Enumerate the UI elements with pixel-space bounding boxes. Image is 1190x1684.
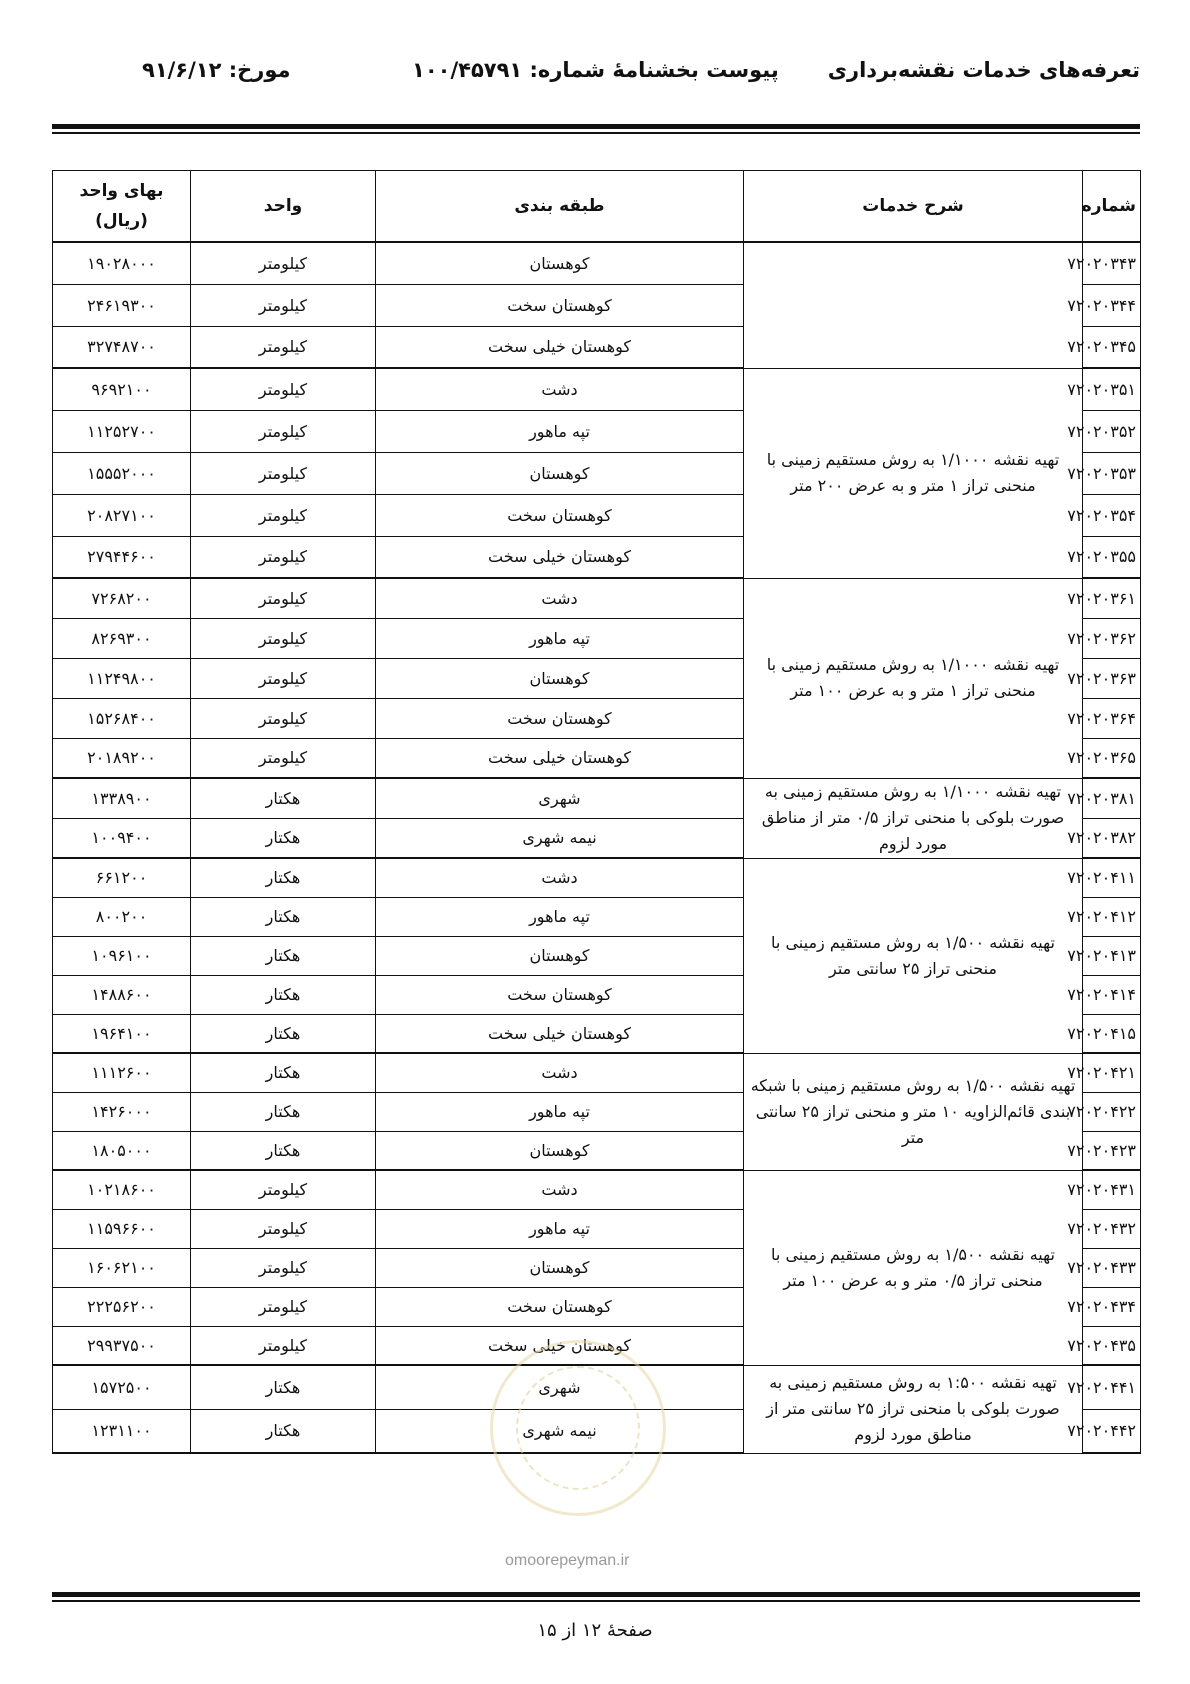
cell-description: تهیه نقشه ۱/۵۰۰ به روش مستقیم زمینی با منحنی تراز ۲۵ سانتی متر — [744, 858, 1083, 1053]
cell-category: تپه ماهور — [376, 410, 744, 452]
cell-unit: کیلومتر — [191, 1248, 376, 1287]
cell-unit-price: ۱۰۰۹۴۰۰ — [53, 818, 191, 858]
cell-unit-price: ۲۰۸۲۷۱۰۰ — [53, 494, 191, 536]
watermark-site: omoorepeyman.ir — [505, 1552, 630, 1569]
cell-unit: کیلومتر — [191, 698, 376, 738]
table-row — [53, 368, 1141, 410]
cell-unit: هکتار — [191, 778, 376, 818]
cell-unit: کیلومتر — [191, 326, 376, 368]
cell-unit: هکتار — [191, 1092, 376, 1131]
cell-unit: هکتار — [191, 1131, 376, 1170]
cell-category: شهری — [376, 1365, 744, 1409]
cell-description: تهیه نقشه ۱/۱۰۰۰ به روش مستقیم زمینی با منحنی تراز ۱ متر و به عرض ۲۰۰ متر — [744, 368, 1083, 578]
cell-unit: کیلومتر — [191, 658, 376, 698]
cell-code: ۷۲۰۲۰۳۴۴ — [1083, 284, 1141, 326]
cell-code: ۷۲۰۲۰۳۸۲ — [1083, 818, 1141, 858]
cell-code: ۷۲۰۲۰۳۶۴ — [1083, 698, 1141, 738]
cell-unit: کیلومتر — [191, 242, 376, 284]
cell-unit-price: ۸۰۰۲۰۰ — [53, 897, 191, 936]
cell-unit: کیلومتر — [191, 578, 376, 618]
cell-unit-price: ۹۶۹۲۱۰۰ — [53, 368, 191, 410]
cell-unit: هکتار — [191, 818, 376, 858]
cell-code: ۷۲۰۲۰۳۵۴ — [1083, 494, 1141, 536]
table-row — [53, 578, 1141, 618]
page-header — [52, 58, 1140, 94]
header-unit-price-currency: (ریال) — [95, 211, 148, 231]
cell-code: ۷۲۰۲۰۳۶۵ — [1083, 738, 1141, 778]
footer-rule-thick — [52, 1592, 1140, 1597]
cell-code: ۷۲۰۲۰۴۱۵ — [1083, 1014, 1141, 1053]
cell-code: ۷۲۰۲۰۴۲۳ — [1083, 1131, 1141, 1170]
cell-unit: هکتار — [191, 1365, 376, 1409]
header-category: طبقه بندی — [376, 171, 744, 243]
cell-category: کوهستان — [376, 1131, 744, 1170]
cell-unit-price: ۱۱۲۵۲۷۰۰ — [53, 410, 191, 452]
cell-category: کوهستان — [376, 1248, 744, 1287]
cell-unit: کیلومتر — [191, 618, 376, 658]
cell-unit: کیلومتر — [191, 1170, 376, 1209]
cell-category: دشت — [376, 858, 744, 897]
cell-category: کوهستان — [376, 452, 744, 494]
cell-category: نیمه شهری — [376, 818, 744, 858]
cell-unit-price: ۱۰۲۱۸۶۰۰ — [53, 1170, 191, 1209]
cell-unit-price: ۱۴۸۸۶۰۰ — [53, 975, 191, 1014]
cell-code: ۷۲۰۲۰۳۵۲ — [1083, 410, 1141, 452]
cell-unit-price: ۱۵۷۲۵۰۰ — [53, 1365, 191, 1409]
cell-code: ۷۲۰۲۰۳۶۲ — [1083, 618, 1141, 658]
page-number: صفحهٔ ۱۲ از ۱۵ — [537, 1620, 653, 1641]
cell-code: ۷۲۰۲۰۴۱۲ — [1083, 897, 1141, 936]
cell-unit-price: ۸۲۶۹۳۰۰ — [53, 618, 191, 658]
cell-unit-price: ۲۴۶۱۹۳۰۰ — [53, 284, 191, 326]
cell-code: ۷۲۰۲۰۴۲۲ — [1083, 1092, 1141, 1131]
cell-category: شهری — [376, 778, 744, 818]
cell-category: دشت — [376, 1170, 744, 1209]
cell-unit-price: ۱۵۲۶۸۴۰۰ — [53, 698, 191, 738]
cell-unit: کیلومتر — [191, 1326, 376, 1365]
cell-category: کوهستان سخت — [376, 698, 744, 738]
cell-category: کوهستان سخت — [376, 284, 744, 326]
cell-code: ۷۲۰۲۰۳۵۱ — [1083, 368, 1141, 410]
header-unit: واحد — [191, 171, 376, 243]
cell-unit-price: ۱۱۵۹۶۶۰۰ — [53, 1209, 191, 1248]
cell-unit: هکتار — [191, 975, 376, 1014]
cell-category: کوهستان خیلی سخت — [376, 326, 744, 368]
header-rule-thin — [52, 132, 1140, 134]
cell-unit-price: ۱۱۱۲۶۰۰ — [53, 1053, 191, 1092]
cell-code: ۷۲۰۲۰۳۵۳ — [1083, 452, 1141, 494]
cell-category: تپه ماهور — [376, 897, 744, 936]
table-row — [53, 1053, 1141, 1092]
cell-category: کوهستان سخت — [376, 975, 744, 1014]
cell-unit: کیلومتر — [191, 452, 376, 494]
table-row — [53, 858, 1141, 897]
cell-code: ۷۲۰۲۰۳۸۱ — [1083, 778, 1141, 818]
cell-unit: کیلومتر — [191, 536, 376, 578]
cell-unit: کیلومتر — [191, 284, 376, 326]
document-title: تعرفه‌های خدمات نقشه‌برداری — [827, 58, 1140, 82]
header-code: شماره — [1083, 171, 1141, 243]
tariff-table-body — [53, 242, 1141, 1453]
cell-unit-price: ۷۲۶۸۲۰۰ — [53, 578, 191, 618]
footer-rule-thin — [52, 1600, 1140, 1602]
cell-category: کوهستان سخت — [376, 494, 744, 536]
cell-unit: کیلومتر — [191, 738, 376, 778]
cell-category: کوهستان خیلی سخت — [376, 738, 744, 778]
cell-category: تپه ماهور — [376, 1092, 744, 1131]
cell-unit-price: ۱۸۰۵۰۰۰ — [53, 1131, 191, 1170]
cell-unit: هکتار — [191, 1014, 376, 1053]
cell-code: ۷۲۰۲۰۳۶۱ — [1083, 578, 1141, 618]
cell-unit-price: ۲۲۲۵۶۲۰۰ — [53, 1287, 191, 1326]
cell-category: کوهستان — [376, 242, 744, 284]
cell-category: دشت — [376, 578, 744, 618]
cell-description: تهیه نقشه ۱/۵۰۰ به روش مستقیم زمینی با شبکه بندی قائم‌الزاویه ۱۰ متر و منحنی تراز ۲۵ سانتی متر — [744, 1053, 1083, 1170]
cell-category: نیمه شهری — [376, 1409, 744, 1453]
cell-unit-price: ۱۶۰۶۲۱۰۰ — [53, 1248, 191, 1287]
table-row — [53, 778, 1141, 818]
cell-description: تهیه نقشه ۱/۱۰۰۰ به روش مستقیم زمینی با منحنی تراز ۱ متر و به عرض ۱۰۰ متر — [744, 578, 1083, 778]
cell-unit: هکتار — [191, 936, 376, 975]
cell-description: تهیه نقشه ۱/۵۰۰ به روش مستقیم زمینی با منحنی تراز ۰/۵ متر و به عرض ۱۰۰ متر — [744, 1170, 1083, 1365]
cell-category: کوهستان سخت — [376, 1287, 744, 1326]
cell-category: تپه ماهور — [376, 618, 744, 658]
cell-description: تهیه نقشه ۱:۵۰۰ به روش مستقیم زمینی به صورت بلوکی با منحنی تراز ۲۵ سانتی متر از مناطق مورد لزوم — [744, 1365, 1083, 1453]
cell-unit: کیلومتر — [191, 1209, 376, 1248]
cell-unit-price: ۱۳۳۸۹۰۰ — [53, 778, 191, 818]
cell-code: ۷۲۰۲۰۴۱۱ — [1083, 858, 1141, 897]
cell-category: کوهستان — [376, 936, 744, 975]
cell-unit: هکتار — [191, 1409, 376, 1453]
cell-category: دشت — [376, 1053, 744, 1092]
cell-unit: هکتار — [191, 1053, 376, 1092]
cell-unit-price: ۳۲۷۴۸۷۰۰ — [53, 326, 191, 368]
cell-unit-price: ۱۱۲۴۹۸۰۰ — [53, 658, 191, 698]
cell-code: ۷۲۰۲۰۴۳۲ — [1083, 1209, 1141, 1248]
cell-code: ۷۲۰۲۰۳۴۵ — [1083, 326, 1141, 368]
cell-unit-price: ۲۰۱۸۹۲۰۰ — [53, 738, 191, 778]
cell-unit-price: ۱۴۲۶۰۰۰ — [53, 1092, 191, 1131]
table-row — [53, 242, 1141, 284]
cell-category: دشت — [376, 368, 744, 410]
cell-code: ۷۲۰۲۰۳۵۵ — [1083, 536, 1141, 578]
cell-category: کوهستان — [376, 658, 744, 698]
cell-code: ۷۲۰۲۰۴۱۳ — [1083, 936, 1141, 975]
cell-unit-price: ۶۶۱۲۰۰ — [53, 858, 191, 897]
table-header-row — [53, 171, 1141, 243]
cell-code: ۷۲۰۲۰۳۴۳ — [1083, 242, 1141, 284]
header-description: شرح خدمات — [744, 171, 1083, 243]
cell-unit-price: ۱۹۶۴۱۰۰ — [53, 1014, 191, 1053]
cell-code: ۷۲۰۲۰۴۳۵ — [1083, 1326, 1141, 1365]
cell-category: کوهستان خیلی سخت — [376, 1014, 744, 1053]
cell-category: کوهستان خیلی سخت — [376, 1326, 744, 1365]
cell-category: کوهستان خیلی سخت — [376, 536, 744, 578]
cell-category: تپه ماهور — [376, 1209, 744, 1248]
cell-unit: کیلومتر — [191, 494, 376, 536]
cell-unit: کیلومتر — [191, 368, 376, 410]
table-row — [53, 1365, 1141, 1409]
header-rule-thick — [52, 124, 1140, 129]
cell-unit: کیلومتر — [191, 410, 376, 452]
circular-reference: پیوست بخشنامهٔ شماره: ۱۰۰/۴۵۷۹۱ — [412, 58, 779, 82]
cell-code: ۷۲۰۲۰۴۳۱ — [1083, 1170, 1141, 1209]
cell-code: ۷۲۰۲۰۴۴۲ — [1083, 1409, 1141, 1453]
tariff-table — [52, 170, 1141, 1454]
cell-code: ۷۲۰۲۰۴۲۱ — [1083, 1053, 1141, 1092]
cell-unit-price: ۲۷۹۴۴۶۰۰ — [53, 536, 191, 578]
cell-description — [744, 242, 1083, 368]
table-row — [53, 1170, 1141, 1209]
cell-code: ۷۲۰۲۰۳۶۳ — [1083, 658, 1141, 698]
header-unit-price — [53, 171, 191, 243]
cell-code: ۷۲۰۲۰۴۳۳ — [1083, 1248, 1141, 1287]
header-unit-price-label: بهای واحد — [79, 181, 164, 201]
cell-unit: کیلومتر — [191, 1287, 376, 1326]
circular-date: مورخ: ۹۱/۶/۱۲ — [142, 58, 291, 82]
cell-unit-price: ۱۲۳۱۱۰۰ — [53, 1409, 191, 1453]
cell-code: ۷۲۰۲۰۴۴۱ — [1083, 1365, 1141, 1409]
cell-unit-price: ۱۵۵۵۲۰۰۰ — [53, 452, 191, 494]
cell-description: تهیه نقشه ۱/۱۰۰۰ به روش مستقیم زمینی به صورت بلوکی با منحنی تراز ۰/۵ متر از مناطق مورد لزوم — [744, 778, 1083, 858]
cell-unit-price: ۱۹۰۲۸۰۰۰ — [53, 242, 191, 284]
cell-code: ۷۲۰۲۰۴۳۴ — [1083, 1287, 1141, 1326]
cell-code: ۷۲۰۲۰۴۱۴ — [1083, 975, 1141, 1014]
cell-unit: هکتار — [191, 897, 376, 936]
cell-unit: هکتار — [191, 858, 376, 897]
cell-unit-price: ۲۹۹۳۷۵۰۰ — [53, 1326, 191, 1365]
cell-unit-price: ۱۰۹۶۱۰۰ — [53, 936, 191, 975]
